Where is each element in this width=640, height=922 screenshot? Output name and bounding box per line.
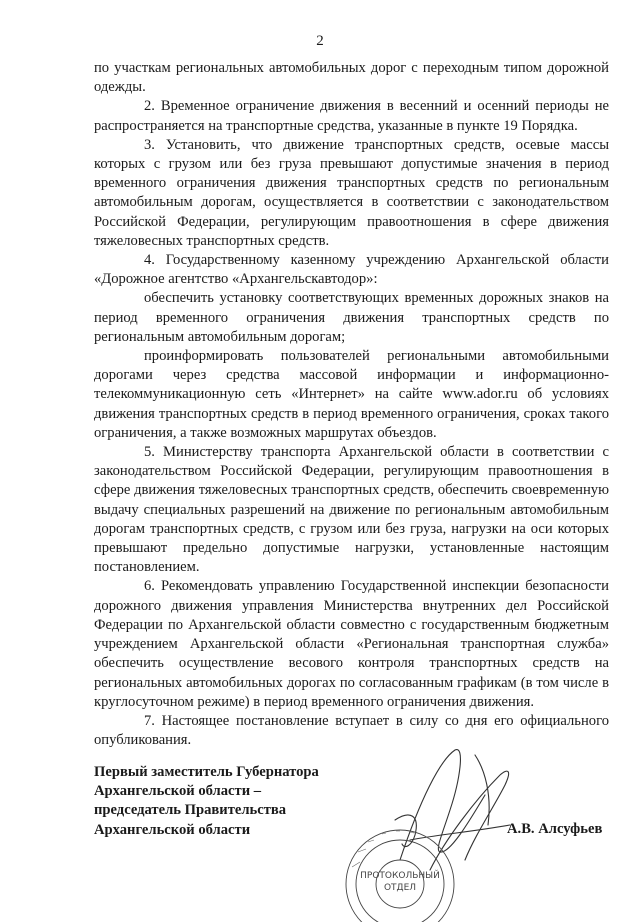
seal-text-line: ПРОТОКОЛЬНЫЙ bbox=[360, 871, 440, 881]
paragraph-3: 3. Установить, что движение транспортных средств, осевые массы которых с грузом или без груза превышают допустимые значения в период временного ограничения движения транспортных средств по региональным автомобильным дорогам, осуществляется в соответствии с законодательством Российской Федерации, регулирующим правоотношения в сфере движения тяжеловесных транспортных средств. bbox=[94, 136, 609, 249]
signatory-title-line: Архангельской области – bbox=[94, 783, 262, 800]
seal-text-line: ОТДЕЛ bbox=[383, 883, 417, 893]
paragraph-2: 2. Временное ограничение движения в весенний и осенний периоды не распространяется на транспортные средства, указанные в пункте 19 Порядка. bbox=[94, 98, 609, 134]
paragraph-7: 7. Настоящее постановление вступает в силу со дня его официального опубликования. bbox=[94, 712, 609, 749]
document-body bbox=[94, 59, 609, 750]
paragraph-continuation: по участкам региональных автомобильных дорог с переходным типом дорожной одежды. bbox=[94, 60, 609, 96]
signatory-title-line: Первый заместитель Губернатора bbox=[94, 764, 319, 780]
paragraph-4: 4. Государственному казенному учреждению Архангельской области «Дорожное агентство «Архангельскавтодор»: bbox=[94, 252, 609, 288]
signatory-title bbox=[94, 763, 319, 840]
signatory-title-line: Архангельской области bbox=[94, 821, 251, 838]
page-number: 2 bbox=[316, 33, 324, 49]
paragraph-4-item-2: проинформировать пользователей региональными автомобильными дорогами через средства массовой информации и информационно-телекоммуникационную сеть «Интернет» на сайте www.ador.ru об условиях движения транспортных средств в период временного ограничения, сроках такого ограничения, а также возможных маршрутах объездов. bbox=[94, 348, 609, 441]
paragraph-4-item-1: обеспечить установку соответствующих временных дорожных знаков на период временного ограничения движения транспортных средств по региональным автомобильным дорогам; bbox=[94, 290, 609, 345]
signatory-name: А.В. Алсуфьев bbox=[507, 821, 603, 837]
official-seal bbox=[338, 822, 462, 922]
paragraph-5: 5. Министерству транспорта Архангельской области в соответствии с законодательством Российской Федерации, регулирующим правоотношения в сфере движения тяжеловесных транспортных средств, обеспечить своевременную выдачу специальных разрешений на движение по региональным автомобильным дорогам транспортных средств, с грузом или без груза, нагрузки на оси которых превышают предельно допустимые нагрузки, установленные настоящим постановлением. bbox=[94, 444, 609, 576]
signatory-title-line: председатель Правительства bbox=[94, 802, 287, 819]
paragraph-6: 6. Рекомендовать управлению Государственной инспекции безопасности дорожного движения управления Министерства внутренних дел Российской Федерации по Архангельской области совместно с государственным бюджетным учреждением Архангельской области «Региональная транспортная служба» обеспечить осуществление весового контроля транспортных средств на региональных автомобильных дорогах по согласованным графикам (в том числе в круглосуточном режиме) в период временного ограничения движения. bbox=[94, 578, 609, 710]
